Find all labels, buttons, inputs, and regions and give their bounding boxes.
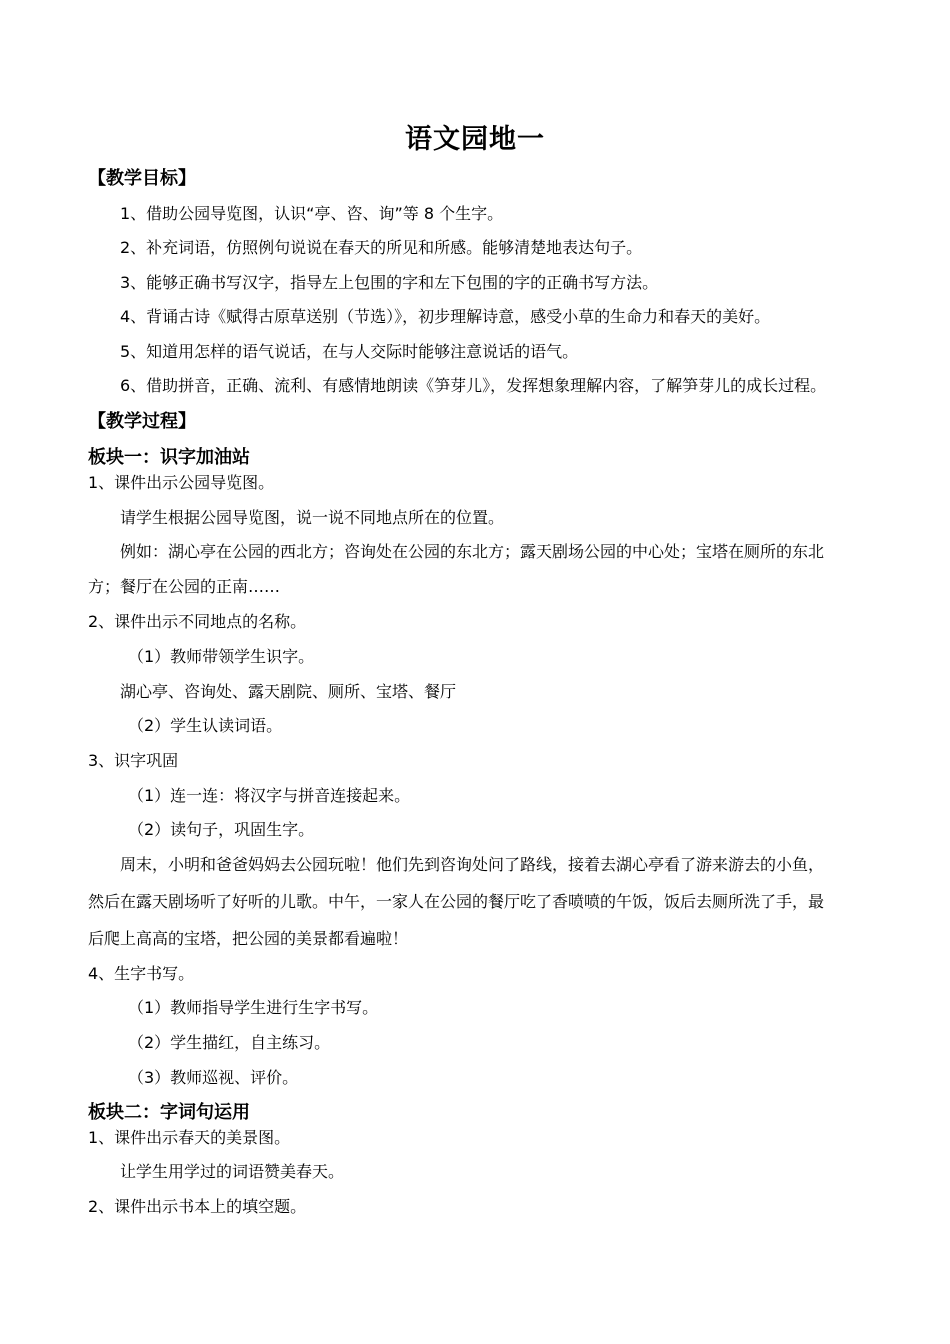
block1-line: （2）读句子，巩固生字。 <box>128 820 315 839</box>
block1-line: 湖心亭、咨询处、露天剧院、厕所、宝塔、餐厅 <box>120 682 457 701</box>
block1-line: 1、课件出示公园导览图。 <box>88 473 275 492</box>
block2-heading: 板块二：字词句运用 <box>88 1102 250 1123</box>
block2-line: 让学生用学过的词语赞美春天。 <box>120 1162 345 1181</box>
block1-line: 3、识字巩固 <box>88 751 179 770</box>
block1-line: 后爬上高高的宝塔，把公园的美景都看遍啦！ <box>88 929 409 948</box>
block1-line: （3）教师巡视、评价。 <box>128 1068 299 1087</box>
process-heading: 【教学过程】 <box>88 411 196 432</box>
block1-line: （2）学生认读词语。 <box>128 716 283 735</box>
block1-line: 周末，小明和爸爸妈妈去公园玩啦！他们先到咨询处问了路线，接着去湖心亭看了游来游去的小鱼， <box>120 855 825 874</box>
objective-item: 5、知道用怎样的语气说话，在与人交际时能够注意说话的语气。 <box>120 342 579 361</box>
block1-line: （1）连一连：将汉字与拼音连接起来。 <box>128 786 411 805</box>
block1-line: 4、生字书写。 <box>88 964 195 983</box>
block1-line: 然后在露天剧场听了好听的儿歌。中午，一家人在公园的餐厅吃了香喷喷的午饭，饭后去厕所洗了手，最 <box>88 892 825 911</box>
block1-heading: 板块一：识字加油站 <box>88 447 250 468</box>
block1-line: 例如：湖心亭在公园的西北方；咨询处在公园的东北方；露天剧场公园的中心处；宝塔在厕所的东北 <box>120 542 825 561</box>
block2-line: 2、课件出示书本上的填空题。 <box>88 1197 307 1216</box>
objective-item: 2、补充词语，仿照例句说说在春天的所见和所感。能够清楚地表达句子。 <box>120 238 643 257</box>
block2-line: 1、课件出示春天的美景图。 <box>88 1128 291 1147</box>
page-title: 语文园地一 <box>405 124 545 155</box>
objective-item: 4、背诵古诗《赋得古原草送别（节选）》，初步理解诗意，感受小草的生命力和春天的美好。 <box>120 307 771 326</box>
objectives-heading: 【教学目标】 <box>88 168 196 189</box>
objective-item: 1、借助公园导览图，认识“亭、咨、询”等 8 个生字。 <box>120 204 504 223</box>
block1-line: 请学生根据公园导览图，说一说不同地点所在的位置。 <box>120 508 505 527</box>
block1-line: 方；餐厅在公园的正南…… <box>88 577 281 596</box>
block1-line: （1）教师带领学生识字。 <box>128 647 315 666</box>
block1-line: （2）学生描红，自主练习。 <box>128 1033 331 1052</box>
block1-line: 2、课件出示不同地点的名称。 <box>88 612 307 631</box>
block1-line: （1）教师指导学生进行生字书写。 <box>128 998 379 1017</box>
objective-item: 6、借助拼音，正确、流利、有感情地朗读《笋芽儿》，发挥想象理解内容，了解笋芽儿的成长过程。 <box>120 376 827 395</box>
objective-item: 3、能够正确书写汉字，指导左上包围的字和左下包围的字的正确书写方法。 <box>120 273 659 292</box>
